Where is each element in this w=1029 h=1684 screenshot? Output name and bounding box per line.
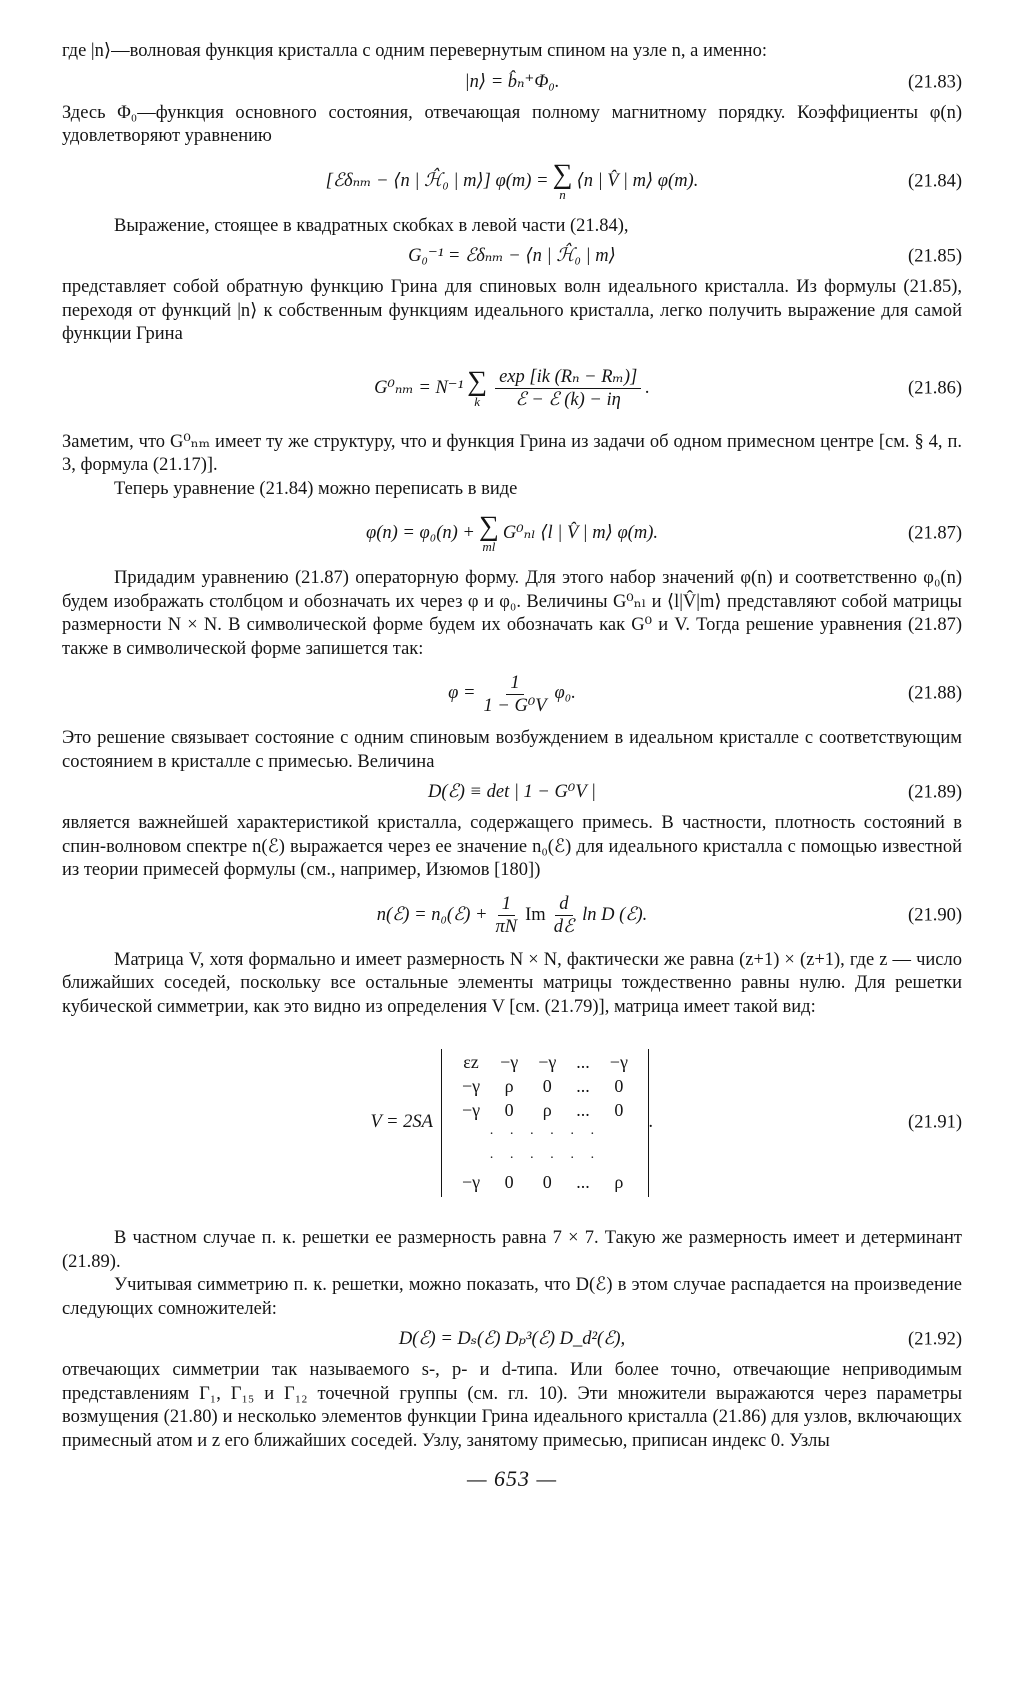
denominator: πN bbox=[495, 917, 518, 937]
equation-21-86 bbox=[62, 347, 962, 431]
equation-number: (21.86) bbox=[908, 377, 962, 398]
equation-tail: . bbox=[645, 377, 650, 398]
equation-rhs: G⁰ₙₗ ⟨l | V̂ | m⟩ φ(m). bbox=[502, 523, 658, 544]
equation-21-91 bbox=[62, 1023, 962, 1223]
matrix-cell: −γ bbox=[500, 1052, 519, 1073]
matrix-row bbox=[452, 1051, 638, 1075]
equation-number: (21.91) bbox=[908, 1112, 962, 1133]
numerator: 1 bbox=[506, 672, 523, 695]
matrix-row bbox=[452, 1099, 638, 1123]
equation-number: (21.83) bbox=[908, 71, 962, 92]
matrix-cell: εz bbox=[463, 1052, 479, 1073]
matrix-row bbox=[452, 1075, 638, 1099]
numerator: d bbox=[555, 893, 572, 916]
matrix-cell: 0 bbox=[614, 1076, 624, 1097]
matrix-cell: 0 bbox=[614, 1100, 624, 1121]
sum-operator bbox=[467, 365, 488, 409]
sum-index: ml bbox=[482, 539, 496, 554]
matrix-cell: ... bbox=[576, 1052, 590, 1073]
equation-21-92 bbox=[62, 1321, 962, 1359]
equation-21-87 bbox=[62, 501, 962, 567]
denominator: dℰ bbox=[553, 917, 575, 937]
numerator: exp [ik (Rₙ − Rₘ)] bbox=[495, 366, 641, 389]
matrix-cell: ... bbox=[576, 1172, 590, 1193]
sum-sign: ∑ bbox=[478, 511, 499, 542]
equation-21-88 bbox=[62, 661, 962, 727]
matrix-row bbox=[452, 1147, 638, 1171]
matrix-cell: −γ bbox=[538, 1052, 557, 1073]
paragraph: где |n⟩—волновая функция кристалла с одним перевернутым спином на узле n, а именно: bbox=[62, 41, 767, 61]
equation-rhs: ⟨n | V̂ | m⟩ φ(m). bbox=[576, 170, 699, 191]
equation-rhs: ln D (ℰ). bbox=[582, 904, 648, 925]
equation-body: G₀⁻¹ = ℰδₙₘ − ⟨n | ℋ̂₀ | m⟩ bbox=[408, 246, 616, 267]
equation-body: |n⟩ = b̂ₙ⁺Φ₀. bbox=[464, 71, 560, 92]
paragraph: В частном случае п. к. решетки ее размерность равна 7 × 7. Такую же размерность имеет и детерминант (21.89). bbox=[62, 1228, 962, 1272]
matrix-row bbox=[452, 1171, 638, 1195]
equation-lhs: G⁰ₙₘ = N⁻¹ bbox=[374, 377, 464, 398]
denominator: 1 − G⁰V bbox=[483, 695, 547, 716]
equation-number: (21.92) bbox=[908, 1329, 962, 1350]
matrix-v bbox=[441, 1049, 649, 1197]
matrix-row bbox=[452, 1123, 638, 1147]
equation-number: (21.88) bbox=[908, 683, 962, 704]
matrix-cell: −γ bbox=[461, 1172, 481, 1193]
sum-operator bbox=[552, 158, 573, 202]
equation-number: (21.85) bbox=[908, 246, 962, 267]
paragraph: отвечающих симметрии так называемого s-, p- и d-типа. Или более точно, отвечающие неприводимым представлениям Γ₁, Γ₁₅ и Γ₁₂ точечной группы (см. гл. 10). Эти множители выражаются через параметры возмущения (21.80) и несколько элементов функции Грина идеального кристалла (21.86) для узлов, включающих примесный атом и z его ближайших соседей. Узлу, занятому примесью, приписан индекс 0. Узлы bbox=[62, 1360, 962, 1451]
equation-21-85 bbox=[62, 238, 962, 276]
fraction bbox=[495, 366, 641, 411]
equation-lhs: φ(n) = φ₀(n) + bbox=[366, 523, 475, 544]
matrix-cell: ρ bbox=[614, 1172, 624, 1193]
matrix-cell: −γ bbox=[461, 1100, 481, 1121]
derivative-fraction bbox=[550, 893, 578, 938]
equation-body: D(ℰ) ≡ det | 1 − G⁰V | bbox=[428, 782, 596, 803]
equation-rhs: φ₀. bbox=[554, 683, 576, 704]
matrix-cell: ... bbox=[576, 1076, 590, 1097]
matrix-ellipsis-row: · · · · · · bbox=[489, 1127, 601, 1143]
equation-21-83 bbox=[62, 64, 962, 102]
paragraph: Теперь уравнение (21.84) можно переписать в виде bbox=[114, 478, 518, 499]
sum-sign: ∑ bbox=[467, 365, 488, 397]
matrix-cell: ρ bbox=[504, 1076, 514, 1097]
matrix-cell: 0 bbox=[504, 1172, 514, 1193]
sum-index: k bbox=[474, 393, 480, 409]
equation-tail: . bbox=[648, 1112, 654, 1133]
sum-index: n bbox=[559, 186, 566, 202]
equation-21-84 bbox=[62, 149, 962, 215]
equation-lhs: φ = bbox=[448, 683, 476, 704]
equation-lhs: [ℰδₙₘ − ⟨n | ℋ̂₀ | m⟩] φ(m) = bbox=[325, 170, 549, 191]
equation-number: (21.84) bbox=[908, 170, 962, 191]
sum-sign: ∑ bbox=[552, 158, 573, 190]
matrix-cell: −γ bbox=[609, 1052, 628, 1073]
im-operator: Im bbox=[525, 904, 546, 925]
paragraph: представляет собой обратную функцию Грина для спиновых волн идеального кристалла. Из формулы (21.85), переходя от функций |n⟩ к собственным функциям идеального кристалла, легко получить выражение для самой функции Грина bbox=[62, 277, 962, 344]
paragraph: является важнейшей характеристикой кристалла, содержащего примесь. В частности, плотность состояний в спин-волновом спектре n(ℰ) выражается через ее значение n₀(ℰ) для идеального кристалла с помощью известной из теории примесей формулы (см., например, Изюмов [180]) bbox=[62, 813, 962, 880]
matrix-cell: 0 bbox=[542, 1172, 552, 1193]
denominator: ℰ − ℰ (k) − iη bbox=[515, 390, 621, 410]
matrix-cell: ρ bbox=[542, 1100, 552, 1121]
paragraph: Здесь Φ₀—функция основного состояния, отвечающая полному магнитному порядку. Коэффициенты φ(n) удовлетворяют уравнению bbox=[62, 102, 962, 146]
paragraph: Придадим уравнению (21.87) операторную форму. Для этого набор значений φ(n) и соответственно φ₀(n) будем изображать столбцом и обозначать их через φ и φ₀. Величины G⁰ₙₗ и ⟨l|V̂|m⟩ представляют собой матрицы размерности N × N. В символической форме будем их обозначать как G⁰ и V. Тогда решение уравнения (21.87) также в символической форме запишется так: bbox=[62, 568, 962, 659]
paragraph: Заметим, что G⁰ₙₘ имеет ту же структуру, что и функция Грина из задачи об одном примесном центре [см. § 4, п. 3, формула (21.17)]. bbox=[62, 431, 962, 475]
paragraph: Выражение, стоящее в квадратных скобках в левой части (21.84), bbox=[114, 215, 629, 236]
equation-21-89 bbox=[62, 774, 962, 812]
equation-number: (21.87) bbox=[908, 523, 962, 544]
equation-number: (21.90) bbox=[908, 904, 962, 925]
equation-lhs: n(ℰ) = n₀(ℰ) + bbox=[376, 904, 488, 925]
page-number: — 653 — bbox=[466, 1466, 558, 1491]
equation-number: (21.89) bbox=[908, 782, 962, 803]
fraction bbox=[479, 672, 550, 717]
matrix-ellipsis-row: · · · · · · bbox=[489, 1151, 601, 1167]
paragraph: Учитывая симметрию п. к. решетки, можно показать, что D(ℰ) в этом случае распадается на произведение следующих сомножителей: bbox=[62, 1275, 962, 1319]
equation-body: D(ℰ) = Dₛ(ℰ) Dₚ³(ℰ) D_d²(ℰ), bbox=[398, 1329, 626, 1350]
page bbox=[62, 40, 962, 1491]
matrix-cell: 0 bbox=[542, 1076, 552, 1097]
matrix-cell: ... bbox=[576, 1100, 590, 1121]
sum-operator bbox=[478, 511, 499, 554]
fraction bbox=[492, 893, 522, 938]
equation-21-90 bbox=[62, 883, 962, 949]
paragraph: Матрица V, хотя формально и имеет размерность N × N, фактически же равна (z+1) × (z+1), где z — число ближайших соседей, поскольку все остальные элементы матрицы тождественно равны нулю. Для решетки кубической симметрии, как это видно из определения V [см. (21.79)], матрица имеет такой вид: bbox=[62, 949, 962, 1017]
paragraph: Это решение связывает состояние с одним спиновым возбуждением в идеальном кристалле с соответствующим состоянием в кристалле с примесью. Величина bbox=[62, 728, 962, 772]
numerator: 1 bbox=[498, 893, 515, 916]
matrix-cell: −γ bbox=[461, 1076, 481, 1097]
equation-lhs: V = 2SA bbox=[370, 1112, 433, 1133]
matrix-cell: 0 bbox=[504, 1100, 514, 1121]
